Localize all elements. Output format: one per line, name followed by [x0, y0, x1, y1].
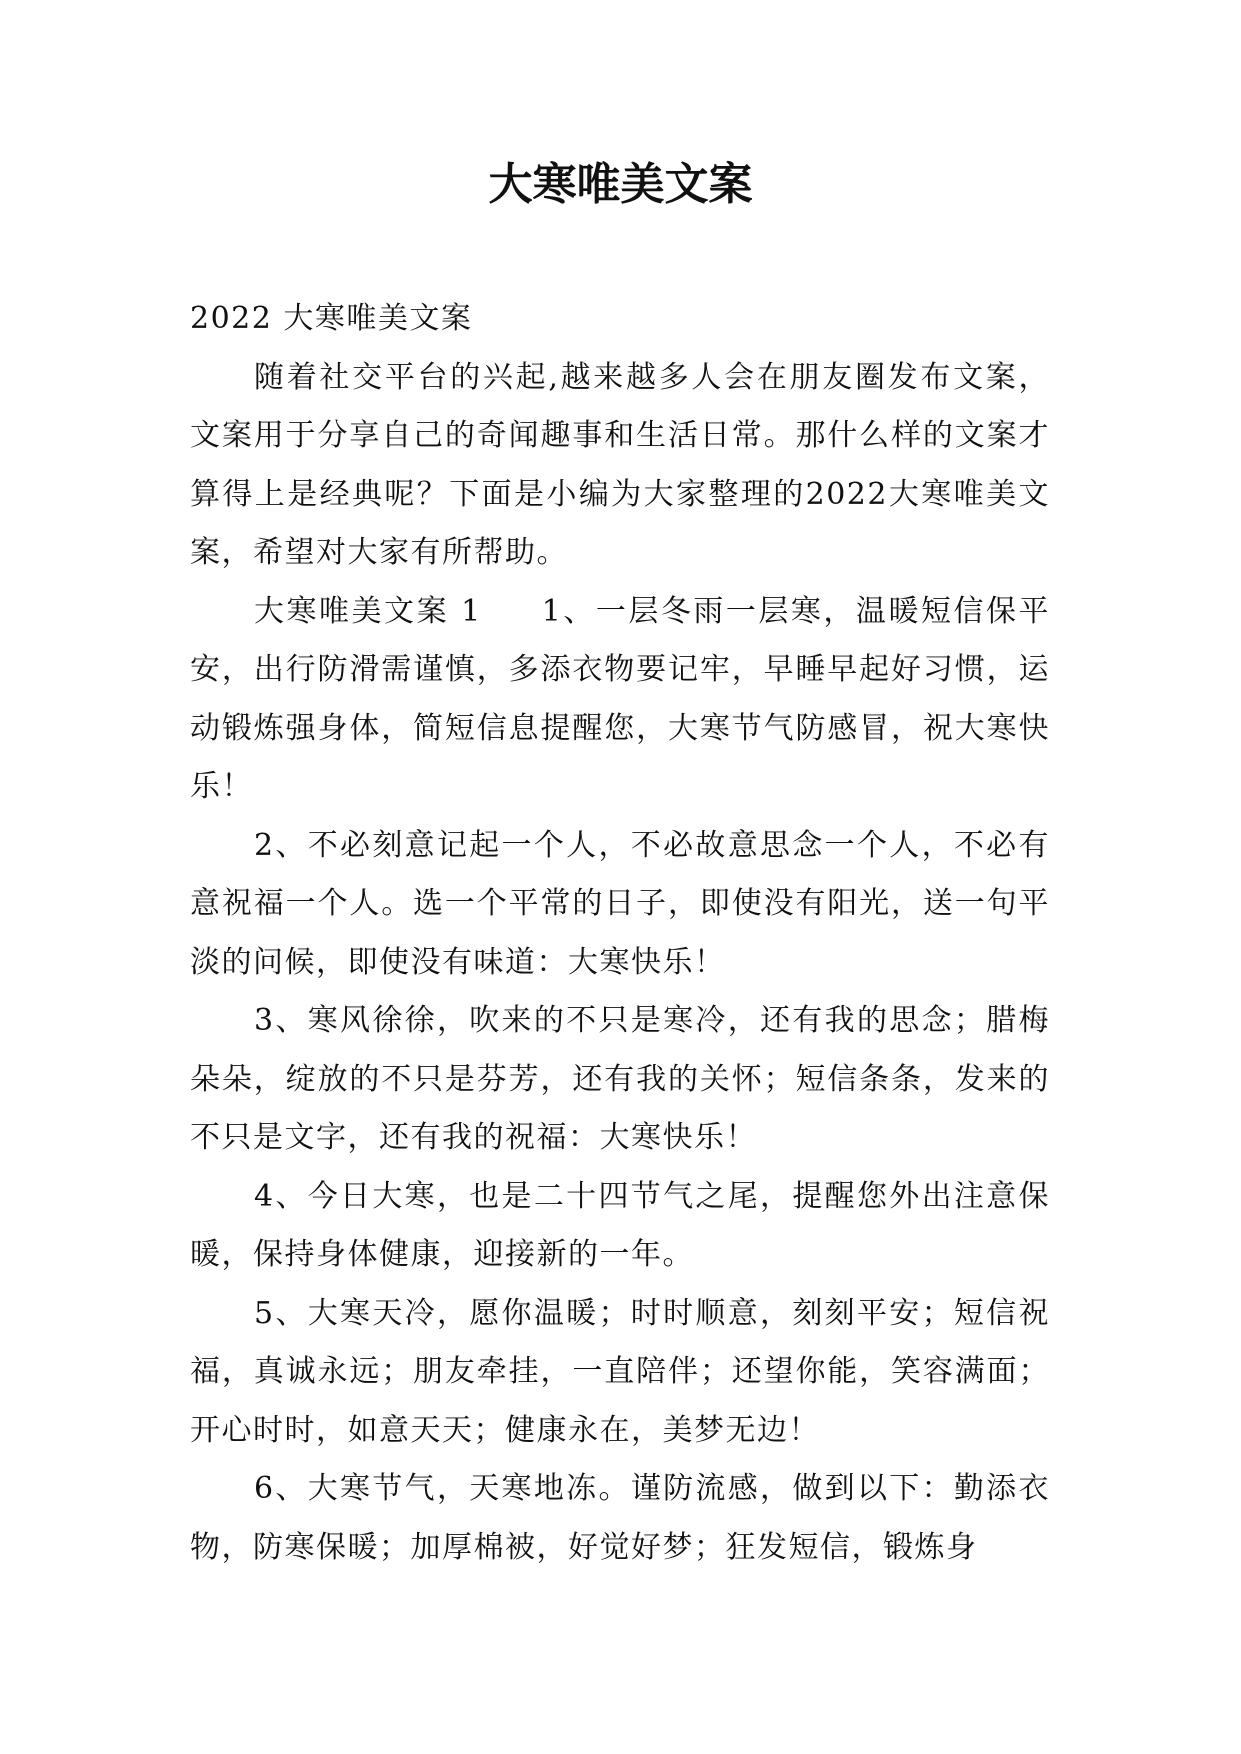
section-heading: 大寒唯美文案 1: [254, 593, 482, 629]
item-paragraph-1: [190, 583, 1050, 817]
document-subtitle: 2022 大寒唯美文案: [190, 301, 473, 336]
item-paragraph-5: 5、大寒天冷，愿你温暖；时时顺意，刻刻平安；短信祝福，真诚永远；朋友牵挂，一直陪伴；还望你能，笑容满面；开心时时，如意天天；健康永在，美梦无边！: [190, 1295, 1050, 1448]
item-paragraph-4: 4、今日大寒，也是二十四节气之尾，提醒您外出注意保暖，保持身体健康，迎接新的一年。: [190, 1178, 1050, 1272]
item-paragraph-3: 3、寒风徐徐，吹来的不只是寒冷，还有我的思念；腊梅朵朵，绽放的不只是芬芳，还有我的关怀；短信条条，发来的不只是文字，还有我的祝福：大寒快乐！: [190, 1003, 1050, 1155]
intro-paragraph: 随着社交平台的兴起,越来越多人会在朋友圈发布文案，文案用于分享自己的奇闻趣事和生活日常。那什么样的文案才算得上是经典呢？下面是小编为大家整理的2022大寒唯美文案，希望对大家有所帮助。: [190, 359, 1050, 570]
document-body: [190, 290, 1050, 1577]
document-title: 大寒唯美文案: [488, 159, 753, 210]
item-text-1: 1、一层冬雨一层寒，温暖短信保平安，出行防滑需谨慎，多添衣物要记牢，早睡早起好习惯，运动锻炼强身体，简短信息提醒您，大寒节气防感冒，祝大寒快乐！: [190, 593, 1050, 804]
item-paragraph-2: 2、不必刻意记起一个人，不必故意思念一个人，不必有意祝福一个人。选一个平常的日子，即使没有阳光，送一句平淡的问候，即使没有味道：大寒快乐！: [190, 827, 1050, 980]
item-paragraph-6: 6、大寒节气，天寒地冻。谨防流感，做到以下：勤添衣物，防寒保暖；加厚棉被，好觉好梦；狂发短信，锻炼身: [190, 1471, 1050, 1565]
